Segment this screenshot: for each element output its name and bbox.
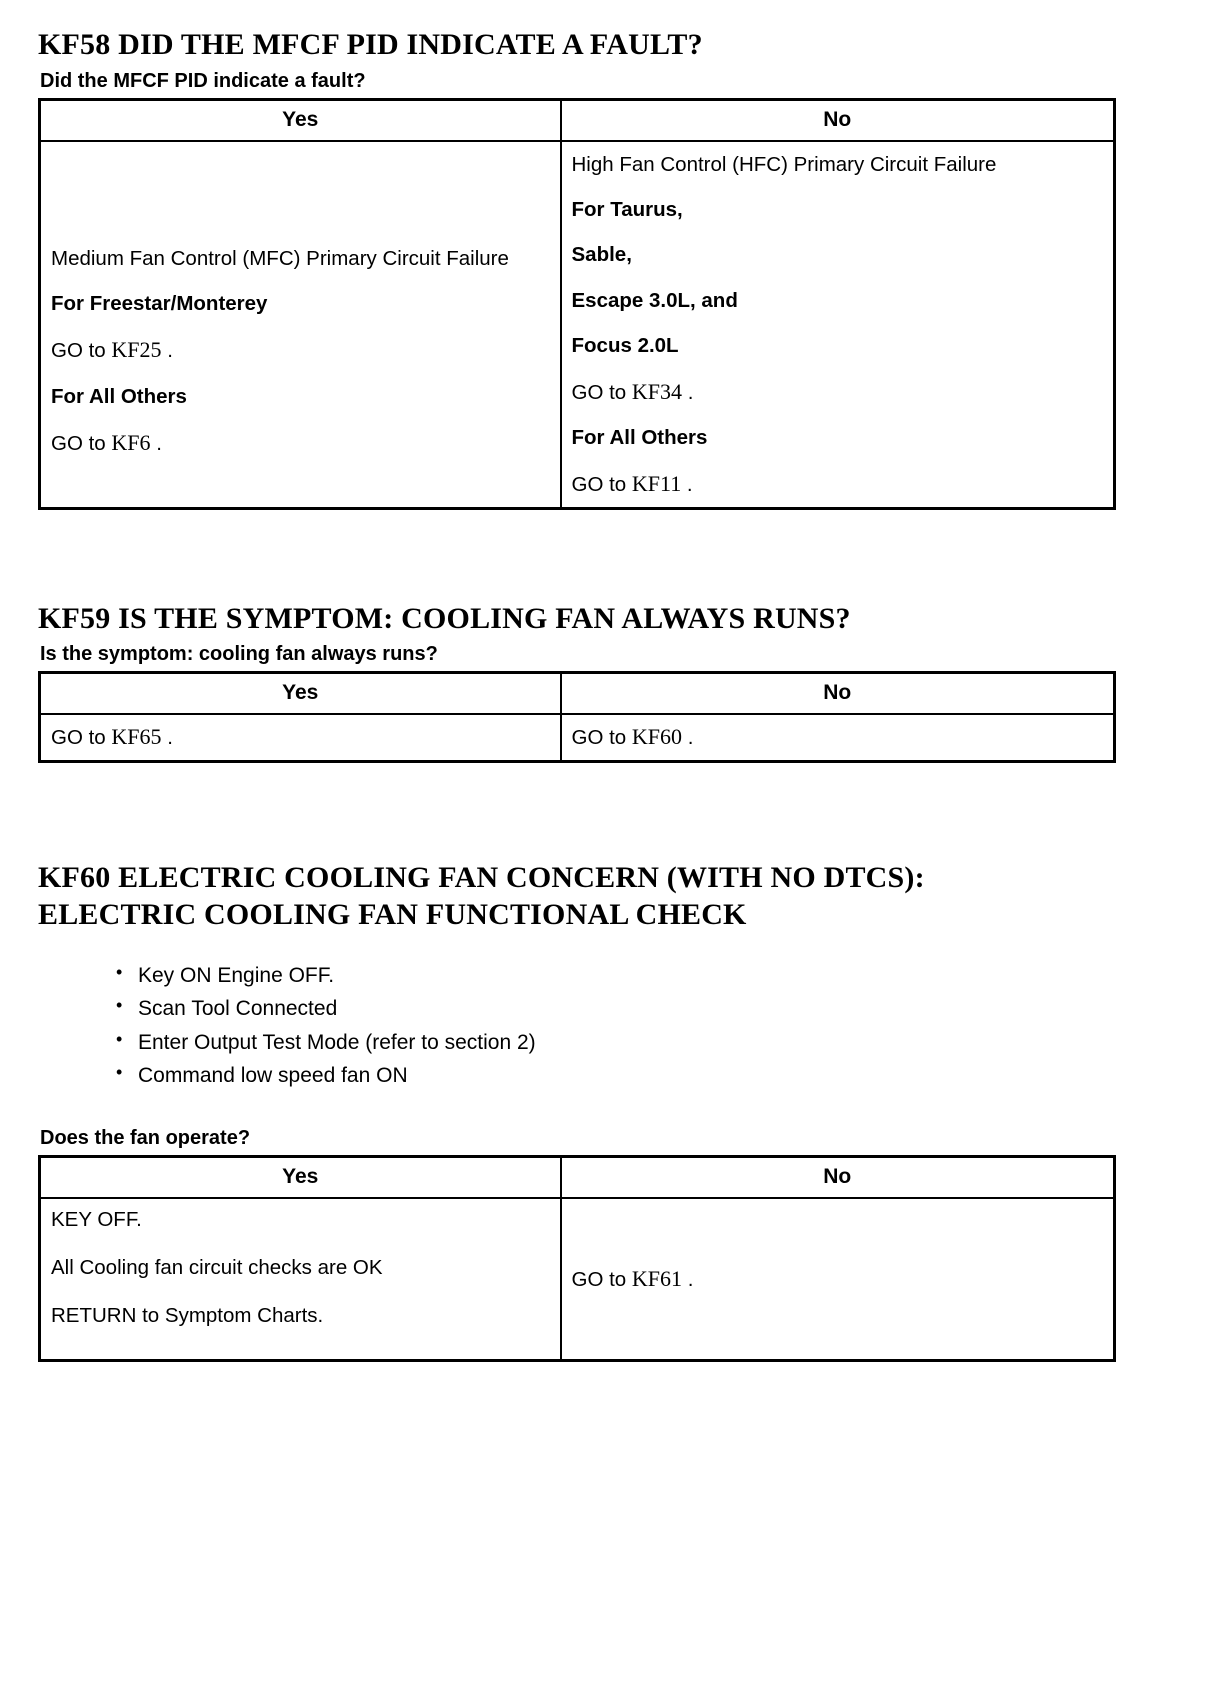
goto-kf25: GO to KF25 . [51, 337, 173, 363]
text-focus-20l: Focus 2.0L [571, 333, 679, 357]
column-header-yes: Yes [40, 99, 561, 141]
goto-kf11: GO to KF11 . [571, 471, 693, 497]
table-header-row [40, 673, 1115, 715]
answer-table-kf58 [38, 98, 1116, 510]
title-line-1: KF60 ELECTRIC COOLING FAN CONCERN (WITH NO DTCS): [38, 860, 925, 894]
column-header-yes: Yes [40, 1156, 561, 1198]
list-item: • Key ON Engine OFF. [116, 960, 1176, 992]
text-checks-ok: All Cooling fan circuit checks are OK [51, 1255, 383, 1279]
page-title-kf59: KF59 IS THE SYMPTOM: COOLING FAN ALWAYS RUNS? [38, 601, 851, 635]
text-mfc-failure: Medium Fan Control (MFC) Primary Circuit Failure [51, 246, 509, 270]
goto-kf6: GO to KF6 . [51, 429, 162, 455]
answer-table-kf59 [38, 671, 1116, 762]
cell-no-kf60 [561, 1198, 1115, 1361]
text-return-symptom-charts: RETURN to Symptom Charts. [51, 1304, 324, 1328]
text-sable: Sable, [571, 243, 632, 267]
list-item: • Scan Tool Connected [116, 993, 1176, 1025]
section-kf58 [38, 28, 1176, 510]
title-line-2: ELECTRIC COOLING FAN FUNCTIONAL CHECK [38, 898, 747, 932]
column-header-yes: Yes [40, 673, 561, 715]
table-header-row [40, 1156, 1115, 1198]
question-kf60: Does the fan operate? [40, 1126, 251, 1149]
answer-table-kf60 [38, 1155, 1116, 1363]
text-for-all-others-no: For All Others [571, 426, 708, 450]
question-kf58: Did the MFCF PID indicate a fault? [40, 69, 366, 92]
page-title-kf58: KF58 DID THE MFCF PID INDICATE A FAULT? [38, 28, 703, 61]
procedure-steps-list [116, 960, 1176, 1092]
cell-no-kf59 [561, 714, 1115, 761]
cell-yes-kf58 [40, 141, 561, 508]
section-spacer [38, 763, 1176, 859]
text-hfc-failure: High Fan Control (HFC) Primary Circuit Failure [571, 152, 997, 176]
question-kf59: Is the symptom: cooling fan always runs? [40, 643, 438, 666]
table-header-row [40, 99, 1115, 141]
text-for-taurus: For Taurus, [571, 198, 683, 222]
table-row [40, 714, 1115, 761]
list-item: • Enter Output Test Mode (refer to section 2) [116, 1027, 1176, 1059]
table-row [40, 1198, 1115, 1361]
table-row [40, 141, 1115, 508]
text-key-off: KEY OFF. [51, 1207, 142, 1231]
list-item: • Command low speed fan ON [116, 1060, 1176, 1092]
page-title-kf60 [38, 859, 1176, 934]
column-header-no: No [561, 673, 1115, 715]
text-for-all-others-yes: For All Others [51, 384, 187, 408]
text-escape-30l: Escape 3.0L, and [571, 288, 738, 312]
cell-no-kf58 [561, 141, 1115, 508]
goto-kf34: GO to KF34 . [571, 378, 694, 404]
cell-yes-kf59 [40, 714, 561, 761]
cell-yes-kf60 [40, 1198, 561, 1361]
goto-kf61: GO to KF61 . [571, 1265, 694, 1291]
column-header-no: No [561, 99, 1115, 141]
goto-kf65: GO to KF65 . [51, 724, 173, 750]
goto-kf60: GO to KF60 . [571, 724, 694, 750]
section-kf59 [38, 602, 1176, 763]
section-kf60 [38, 859, 1176, 1363]
section-spacer [38, 510, 1176, 602]
text-for-freestar-monterey: For Freestar/Monterey [51, 292, 268, 316]
column-header-no: No [561, 1156, 1115, 1198]
